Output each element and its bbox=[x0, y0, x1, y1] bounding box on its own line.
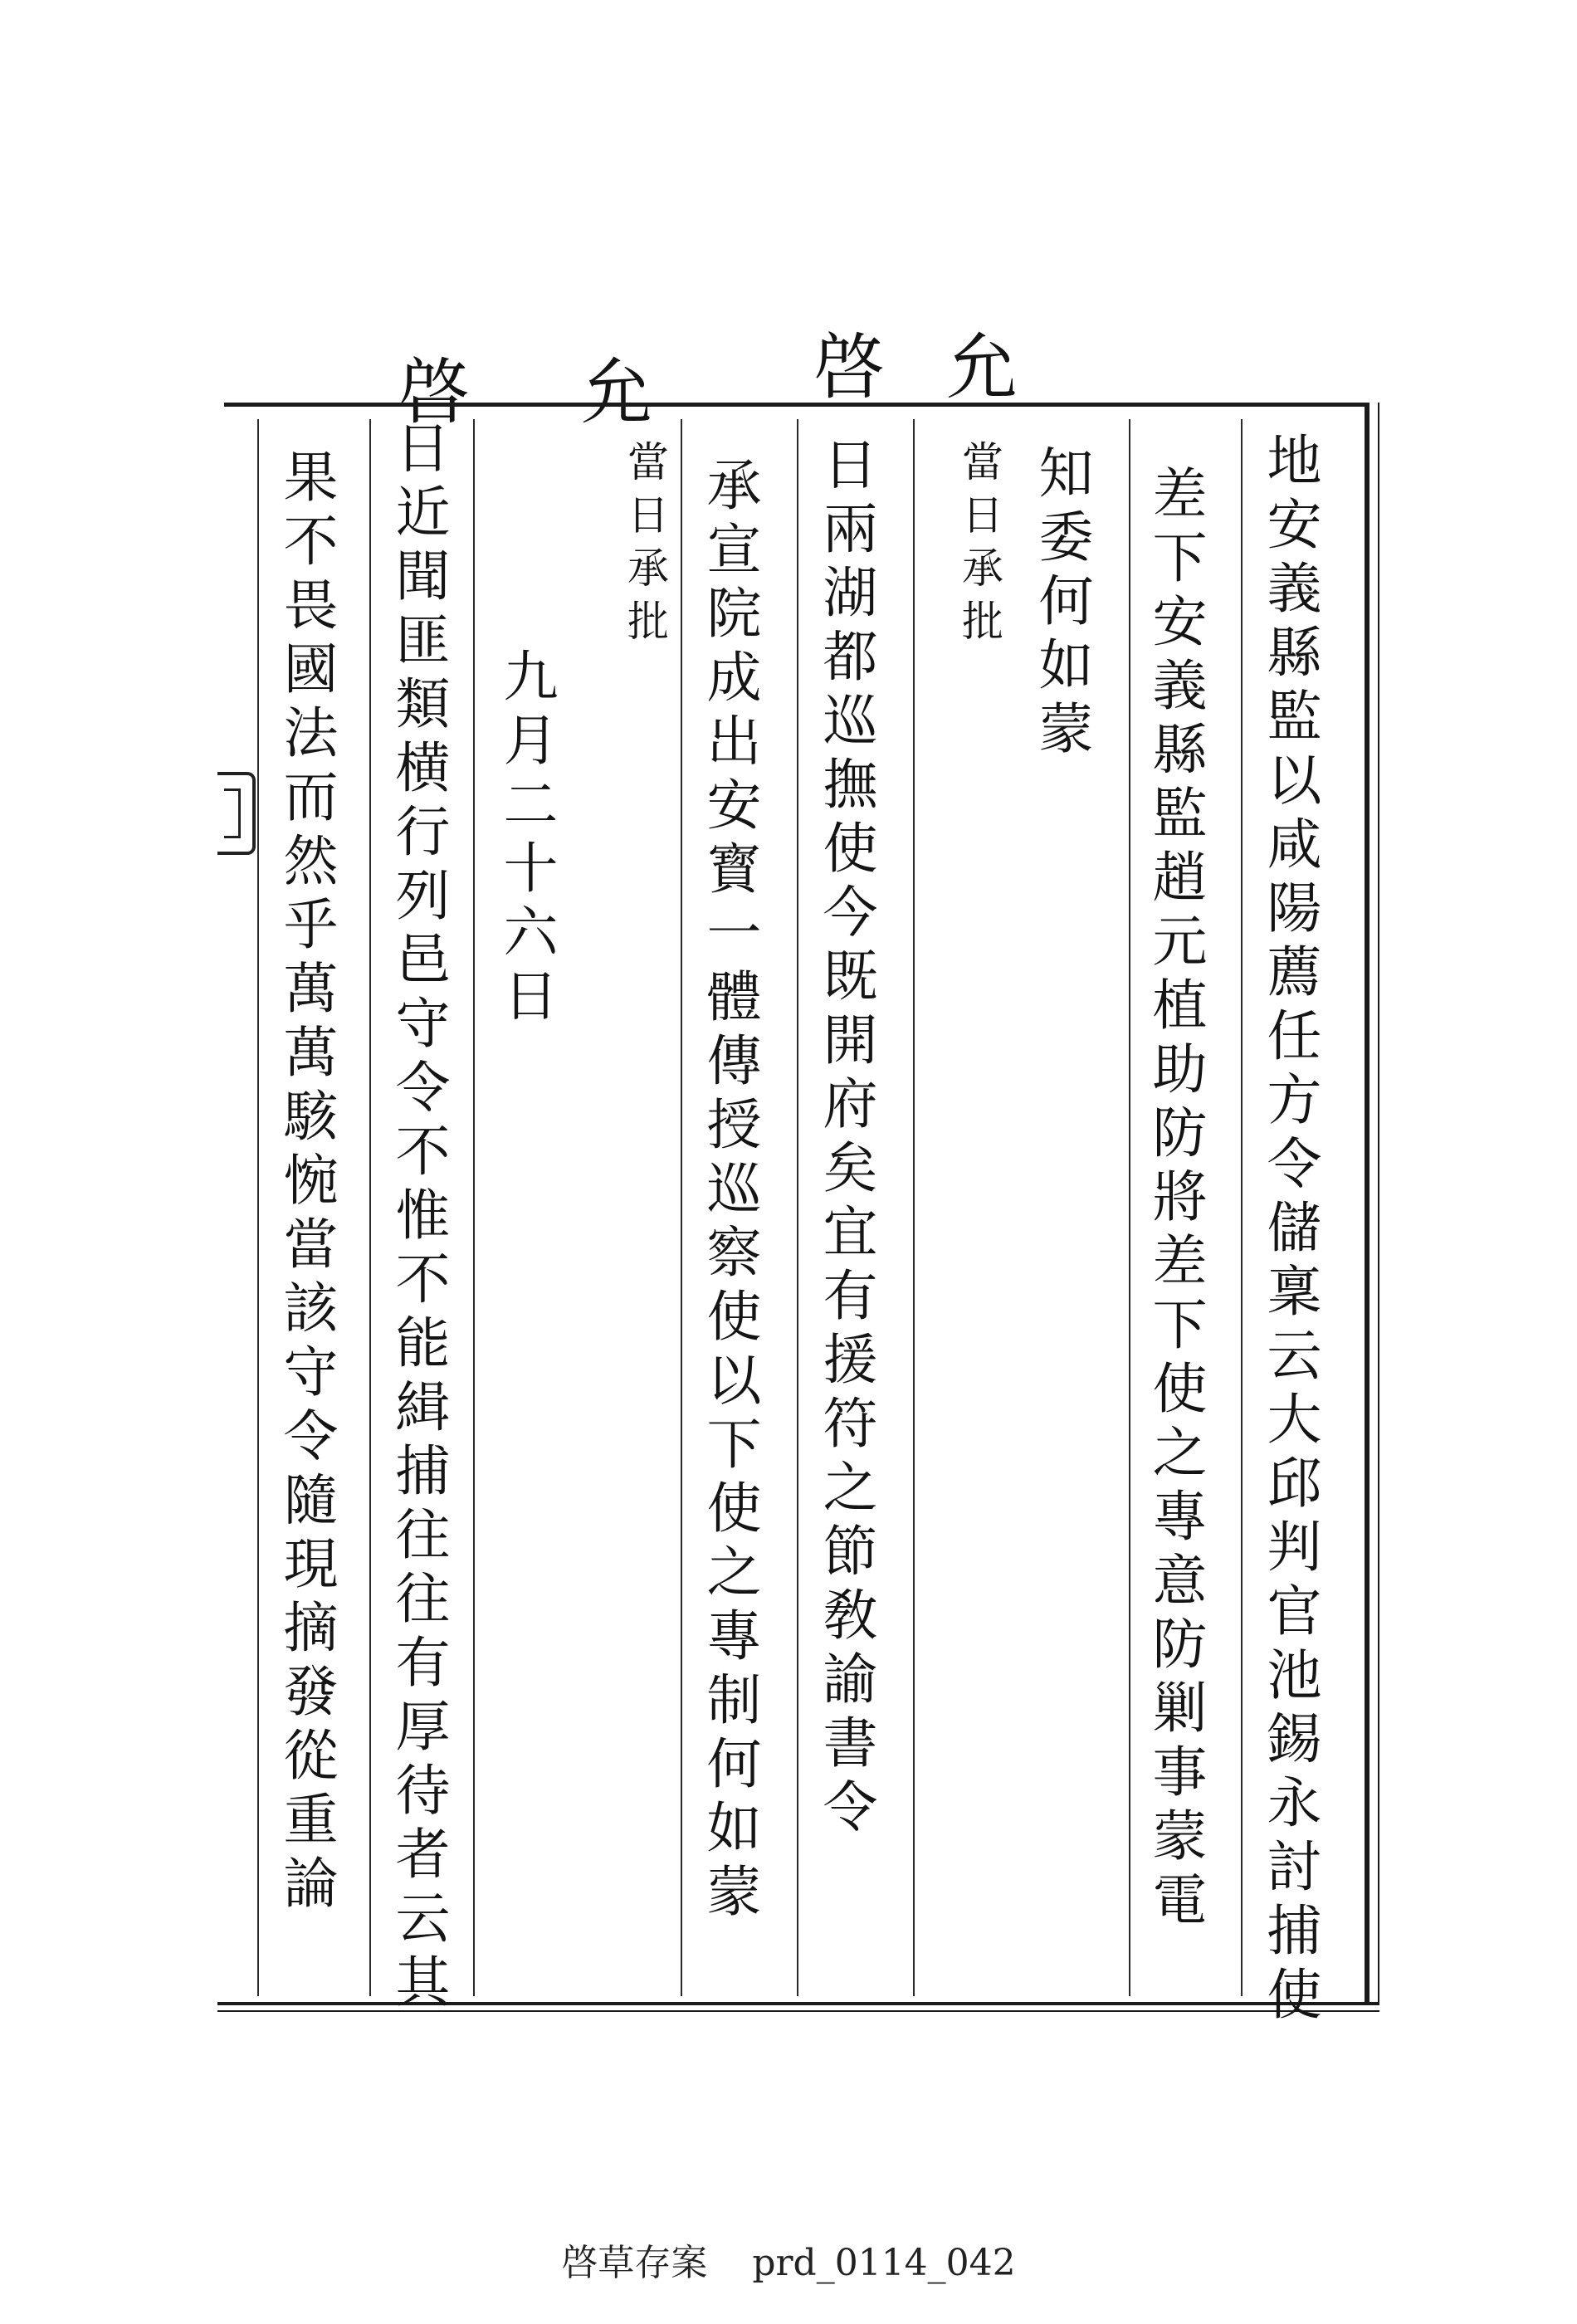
text-column-3: 知委何如蒙 bbox=[1029, 444, 1093, 764]
text-column-5: 日兩湖都巡撫使今既開府矣宜有援符之節敎諭書令 bbox=[813, 436, 877, 1842]
column-divider bbox=[913, 419, 915, 1996]
column-divider bbox=[1129, 419, 1130, 1996]
column-divider bbox=[1241, 419, 1243, 1996]
text-column-10: 果不畏國法而然乎萬萬駭惋當該守令隨現摘發從重論 bbox=[274, 448, 338, 1918]
column-divider bbox=[473, 419, 475, 1996]
text-column-9: 日近聞匪類横行列邑守令不惟不能緝捕往往有厚待者云其 bbox=[386, 419, 450, 2017]
footer-title: 啓草存案 bbox=[561, 2242, 708, 2284]
page-footer bbox=[0, 2233, 1577, 2286]
column-divider bbox=[257, 419, 259, 1996]
header-mark-yun-right: 允 bbox=[946, 326, 1018, 409]
text-column-7: 當日承批 bbox=[621, 440, 669, 652]
column-divider bbox=[369, 419, 371, 1996]
text-column-2: 差下安義縣監趙元植助防將差下使之專意防剿事蒙電 bbox=[1143, 465, 1207, 1935]
text-column-1: 地安義縣監以咸陽薦任方令儲稟云大邱判官池錫永討捕使 bbox=[1257, 432, 1321, 2029]
header-mark-qi-left: 啓 bbox=[398, 351, 470, 434]
text-column-6: 承宣院成出安寳一體傳授巡察使以下使之專制何如蒙 bbox=[697, 456, 761, 1926]
text-column-4: 當日承批 bbox=[955, 440, 1003, 652]
frame-right-rule bbox=[1378, 403, 1379, 2004]
date-column: 九月二十六日 bbox=[494, 647, 558, 1031]
header-mark-qi-right: 啓 bbox=[813, 326, 885, 409]
seal-fragment-inner bbox=[224, 788, 241, 838]
column-divider bbox=[797, 419, 798, 1996]
footer-code: prd_0114_042 bbox=[752, 2242, 1016, 2284]
header-mark-yun-left: 允 bbox=[581, 351, 652, 434]
column-divider bbox=[681, 419, 682, 1996]
